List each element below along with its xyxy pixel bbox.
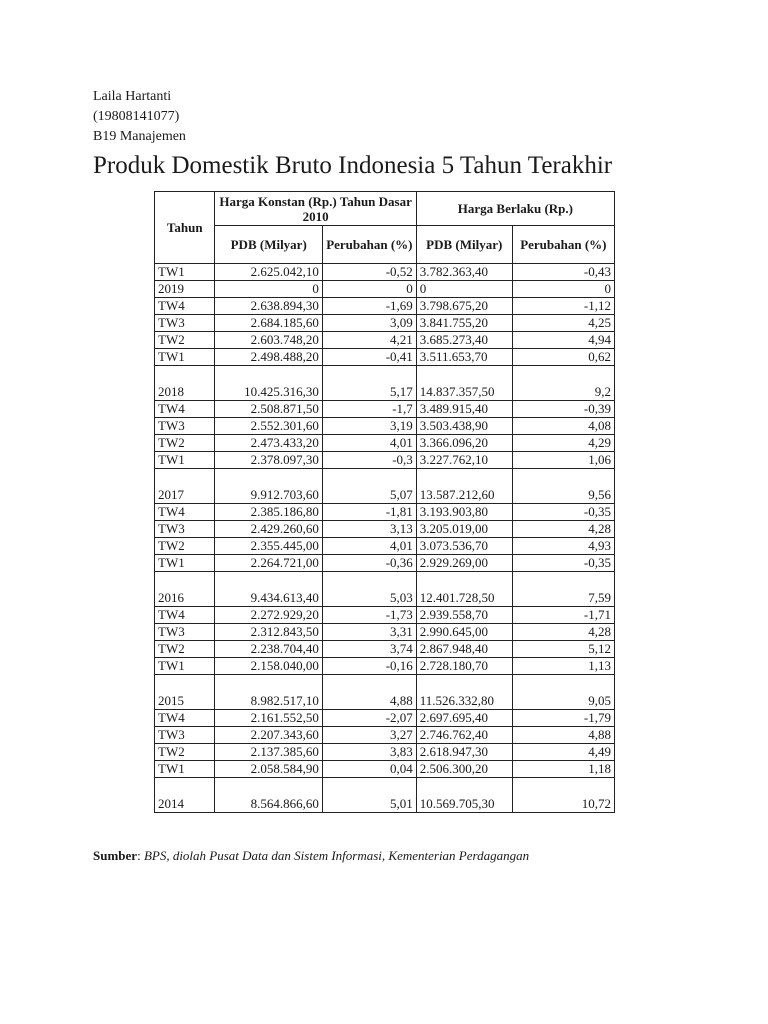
source-text: BPS, diolah Pusat Data dan Sistem Informasi, Kementerian Perdagangan [143,848,530,863]
table-row [155,349,615,366]
cell-perubahan-berlaku: 4,28 [512,624,614,641]
cell-period: TW1 [155,264,215,281]
cell-perubahan-berlaku: -0,35 [512,504,614,521]
cell-period: TW2 [155,435,215,452]
cell-pdb-konstan: 9.912.703,60 [215,469,322,504]
cell-perubahan-berlaku: 4,29 [512,435,614,452]
cell-perubahan-berlaku: 1,13 [512,658,614,675]
table-row [155,555,615,572]
cell-pdb-konstan: 2.378.097,30 [215,452,322,469]
cell-pdb-konstan: 2.473.433,20 [215,435,322,452]
table-row [155,264,615,281]
cell-period: 2016 [155,572,215,607]
cell-period: TW4 [155,504,215,521]
table-row [155,418,615,435]
cell-pdb-berlaku: 2.506.300,20 [416,761,512,778]
table-row [155,607,615,624]
cell-perubahan-berlaku: 0 [512,281,614,298]
cell-pdb-konstan: 2.161.552,50 [215,710,322,727]
cell-pdb-konstan: 10.425.316,30 [215,366,322,401]
cell-pdb-konstan: 2.264.721,00 [215,555,322,572]
cell-period: TW4 [155,298,215,315]
cell-pdb-berlaku: 2.929.269,00 [416,555,512,572]
cell-pdb-berlaku: 3.193.903,80 [416,504,512,521]
table-row [155,401,615,418]
cell-period: 2014 [155,778,215,813]
cell-perubahan-berlaku: 4,93 [512,538,614,555]
header-berlaku-group: Harga Berlaku (Rp.) [416,192,614,226]
header-pdb-berlaku: PDB (Milyar) [416,226,512,264]
cell-pdb-berlaku: 3.073.536,70 [416,538,512,555]
table-row [155,521,615,538]
cell-perubahan-konstan: -0,3 [322,452,416,469]
cell-period: TW3 [155,521,215,538]
cell-perubahan-konstan: 5,01 [322,778,416,813]
cell-perubahan-berlaku: 4,94 [512,332,614,349]
cell-pdb-konstan: 0 [215,281,322,298]
cell-perubahan-konstan: 4,01 [322,435,416,452]
cell-perubahan-berlaku: -1,71 [512,607,614,624]
cell-period: TW1 [155,452,215,469]
cell-period: TW2 [155,332,215,349]
table-row [155,298,615,315]
cell-perubahan-konstan: -0,52 [322,264,416,281]
cell-perubahan-berlaku: -0,43 [512,264,614,281]
cell-perubahan-berlaku: 0,62 [512,349,614,366]
cell-perubahan-konstan: 4,21 [322,332,416,349]
cell-pdb-berlaku: 2.939.558,70 [416,607,512,624]
source-label: Sumber [93,848,138,863]
pdb-table [154,191,615,813]
cell-perubahan-berlaku: -1,12 [512,298,614,315]
cell-pdb-konstan: 2.207.343,60 [215,727,322,744]
cell-pdb-berlaku: 2.990.645,00 [416,624,512,641]
cell-pdb-berlaku: 3.489.915,40 [416,401,512,418]
cell-period: TW1 [155,349,215,366]
cell-pdb-berlaku: 11.526.332,80 [416,675,512,710]
table-row [155,761,615,778]
cell-pdb-konstan: 8.982.517,10 [215,675,322,710]
cell-perubahan-konstan: 3,19 [322,418,416,435]
cell-perubahan-berlaku: -0,35 [512,555,614,572]
cell-perubahan-berlaku: 5,12 [512,641,614,658]
cell-pdb-berlaku: 3.841.755,20 [416,315,512,332]
cell-period: TW2 [155,538,215,555]
cell-pdb-konstan: 8.564.866,60 [215,778,322,813]
cell-perubahan-berlaku: 1,06 [512,452,614,469]
table-row [155,315,615,332]
cell-pdb-konstan: 2.355.445,00 [215,538,322,555]
source-separator: : [137,848,144,863]
table-row [155,624,615,641]
header-perubahan-konstan: Perubahan (%) [322,226,416,264]
cell-perubahan-konstan: -1,7 [322,401,416,418]
table-row [155,281,615,298]
cell-pdb-berlaku: 3.511.653,70 [416,349,512,366]
cell-period: TW3 [155,315,215,332]
header-perubahan-berlaku: Perubahan (%) [512,226,614,264]
cell-period: 2018 [155,366,215,401]
cell-pdb-konstan: 2.137.385,60 [215,744,322,761]
cell-period: TW3 [155,624,215,641]
cell-pdb-berlaku: 2.618.947,30 [416,744,512,761]
cell-perubahan-konstan: 3,31 [322,624,416,641]
table-row-year [155,572,615,607]
cell-period: TW1 [155,761,215,778]
table-row [155,641,615,658]
author-id: (19808141077) [93,109,180,124]
cell-pdb-konstan: 2.498.488,20 [215,349,322,366]
cell-period: 2017 [155,469,215,504]
cell-pdb-konstan: 9.434.613,40 [215,572,322,607]
cell-perubahan-berlaku: 9,2 [512,366,614,401]
cell-perubahan-konstan: -0,16 [322,658,416,675]
cell-perubahan-konstan: 3,74 [322,641,416,658]
cell-perubahan-konstan: 3,27 [322,727,416,744]
cell-perubahan-berlaku: 10,72 [512,778,614,813]
cell-period: TW1 [155,658,215,675]
cell-pdb-berlaku: 3.503.438,90 [416,418,512,435]
cell-perubahan-konstan: 5,03 [322,572,416,607]
cell-period: TW3 [155,727,215,744]
cell-perubahan-konstan: 4,01 [322,538,416,555]
cell-period: TW4 [155,607,215,624]
table-row [155,710,615,727]
cell-pdb-konstan: 2.603.748,20 [215,332,322,349]
cell-pdb-berlaku: 13.587.212,60 [416,469,512,504]
source-note [93,847,529,865]
header-pdb-konstan: PDB (Milyar) [215,226,322,264]
cell-pdb-konstan: 2.058.584,90 [215,761,322,778]
cell-pdb-berlaku: 3.205.019,00 [416,521,512,538]
cell-pdb-konstan: 2.312.843,50 [215,624,322,641]
cell-perubahan-konstan: 3,13 [322,521,416,538]
cell-perubahan-konstan: 0 [322,281,416,298]
cell-perubahan-konstan: -1,73 [322,607,416,624]
table-body [155,264,615,813]
cell-perubahan-konstan: -0,36 [322,555,416,572]
cell-period: TW1 [155,555,215,572]
header-konstan-group: Harga Konstan (Rp.) Tahun Dasar 2010 [215,192,416,226]
cell-period: 2019 [155,281,215,298]
cell-perubahan-konstan: 3,09 [322,315,416,332]
cell-perubahan-berlaku: 4,49 [512,744,614,761]
cell-pdb-konstan: 2.429.260,60 [215,521,322,538]
cell-pdb-konstan: 2.625.042,10 [215,264,322,281]
cell-pdb-konstan: 2.508.871,50 [215,401,322,418]
cell-perubahan-konstan: -1,69 [322,298,416,315]
cell-perubahan-berlaku: 4,08 [512,418,614,435]
cell-perubahan-berlaku: -0,39 [512,401,614,418]
cell-pdb-konstan: 2.385.186,80 [215,504,322,521]
cell-pdb-berlaku: 10.569.705,30 [416,778,512,813]
cell-perubahan-berlaku: 4,88 [512,727,614,744]
cell-perubahan-berlaku: 4,28 [512,521,614,538]
table-row-year [155,675,615,710]
table-row-year [155,366,615,401]
cell-period: TW3 [155,418,215,435]
table-row [155,504,615,521]
cell-perubahan-konstan: 5,07 [322,469,416,504]
cell-pdb-berlaku: 0 [416,281,512,298]
author-block [93,87,186,147]
cell-pdb-konstan: 2.272.929,20 [215,607,322,624]
cell-perubahan-konstan: 4,88 [322,675,416,710]
cell-pdb-berlaku: 2.728.180,70 [416,658,512,675]
cell-perubahan-konstan: -0,41 [322,349,416,366]
cell-pdb-berlaku: 2.867.948,40 [416,641,512,658]
cell-period: TW4 [155,401,215,418]
cell-perubahan-konstan: -1,81 [322,504,416,521]
cell-pdb-berlaku: 12.401.728,50 [416,572,512,607]
author-class: B19 Manajemen [93,129,186,144]
cell-perubahan-konstan: -2,07 [322,710,416,727]
table-row [155,727,615,744]
cell-pdb-berlaku: 3.685.273,40 [416,332,512,349]
cell-pdb-berlaku: 3.798.675,20 [416,298,512,315]
cell-period: 2015 [155,675,215,710]
cell-pdb-berlaku: 3.782.363,40 [416,264,512,281]
cell-perubahan-berlaku: -1,79 [512,710,614,727]
cell-perubahan-berlaku: 4,25 [512,315,614,332]
cell-pdb-konstan: 2.238.704,40 [215,641,322,658]
cell-perubahan-konstan: 5,17 [322,366,416,401]
author-name: Laila Hartanti [93,89,172,104]
cell-period: TW2 [155,744,215,761]
cell-perubahan-berlaku: 1,18 [512,761,614,778]
cell-pdb-berlaku: 14.837.357,50 [416,366,512,401]
cell-pdb-konstan: 2.684.185,60 [215,315,322,332]
table-row-year [155,469,615,504]
cell-pdb-konstan: 2.638.894,30 [215,298,322,315]
cell-pdb-berlaku: 3.227.762,10 [416,452,512,469]
table-row-year [155,778,615,813]
cell-period: TW4 [155,710,215,727]
cell-perubahan-konstan: 0,04 [322,761,416,778]
table-row [155,332,615,349]
table-row [155,452,615,469]
cell-perubahan-konstan: 3,83 [322,744,416,761]
table-row [155,658,615,675]
cell-period: TW2 [155,641,215,658]
cell-pdb-berlaku: 2.746.762,40 [416,727,512,744]
cell-perubahan-berlaku: 9,56 [512,469,614,504]
page-title: Produk Domestik Bruto Indonesia 5 Tahun Terakhir [93,152,613,179]
table-row [155,538,615,555]
cell-perubahan-berlaku: 7,59 [512,572,614,607]
table-row [155,744,615,761]
header-year: Tahun [155,192,215,264]
cell-pdb-berlaku: 3.366.096,20 [416,435,512,452]
cell-pdb-konstan: 2.552.301,60 [215,418,322,435]
table-row [155,435,615,452]
cell-pdb-konstan: 2.158.040,00 [215,658,322,675]
cell-pdb-berlaku: 2.697.695,40 [416,710,512,727]
cell-perubahan-berlaku: 9,05 [512,675,614,710]
